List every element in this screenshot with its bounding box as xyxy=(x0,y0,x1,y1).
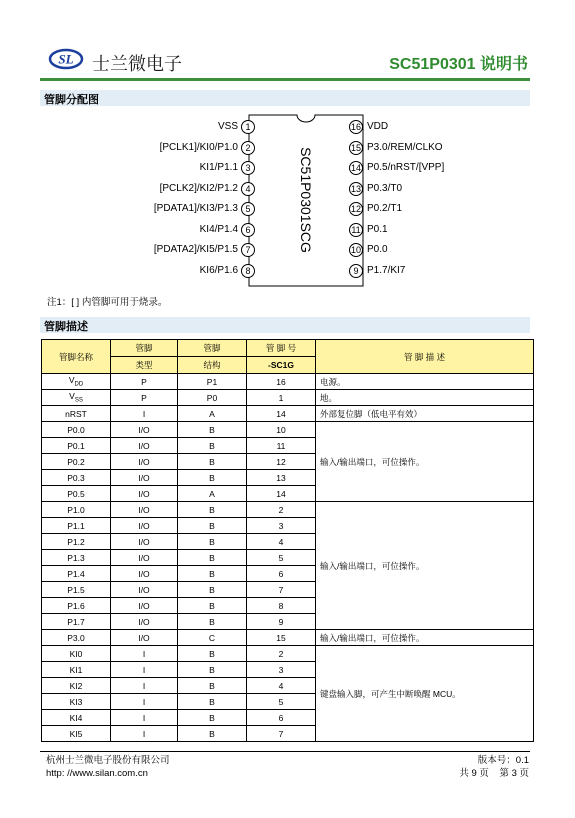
cell-pin-type: I/O xyxy=(111,422,178,438)
cell-pin-struct: B xyxy=(178,582,247,598)
cell-pin-name: P0.2 xyxy=(42,454,111,470)
cell-pin-name: KI4 xyxy=(42,710,111,726)
chip-name: SC51P0301SCG xyxy=(298,147,314,253)
cell-pin-type: I xyxy=(111,710,178,726)
header-pin-struct-top: 管脚 xyxy=(178,340,247,357)
header-pin-name: 管脚名称 xyxy=(42,340,111,374)
cell-pin-struct: B xyxy=(178,422,247,438)
footer-pages: 共 9 页 第 3 页 xyxy=(459,768,529,779)
document-title: SC51P0301 说明书 xyxy=(389,56,528,73)
cell-pin-name: KI0 xyxy=(42,646,111,662)
cell-pin-num: 14 xyxy=(247,406,316,422)
cell-pin-num: 8 xyxy=(247,598,316,614)
cell-pin-name: nRST xyxy=(42,406,111,422)
cell-pin-type: I/O xyxy=(111,470,178,486)
cell-pin-struct: P0 xyxy=(178,390,247,406)
cell-pin-num: 1 xyxy=(247,390,316,406)
cell-pin-description: 输入/输出端口，可位操作。 xyxy=(316,422,534,502)
cell-pin-type: I/O xyxy=(111,630,178,646)
pin-label: KI1/P1.1 xyxy=(199,162,238,173)
cell-pin-num: 6 xyxy=(247,566,316,582)
cell-pin-num: 7 xyxy=(247,582,316,598)
cell-pin-struct: B xyxy=(178,662,247,678)
cell-pin-name: $V_{DD}$ xyxy=(42,374,111,390)
pin-label: KI6/P1.6 xyxy=(199,264,238,276)
cell-pin-type: I/O xyxy=(111,486,178,502)
cell-pin-num: 2 xyxy=(247,502,316,518)
cell-pin-name: P1.4 xyxy=(42,566,111,582)
table-row xyxy=(42,422,534,438)
cell-pin-type: I/O xyxy=(111,502,178,518)
cell-pin-description: 电源。 xyxy=(316,374,534,390)
cell-pin-struct: B xyxy=(178,534,247,550)
cell-pin-type: I xyxy=(111,406,178,422)
cell-pin-type: I/O xyxy=(111,598,178,614)
table-row xyxy=(42,390,534,406)
pin-label: P0.3/T0 xyxy=(367,182,403,194)
table-row xyxy=(42,502,534,518)
cell-pin-num: 14 xyxy=(247,486,316,502)
pin-number: 3 xyxy=(241,161,255,175)
cell-pin-num: 4 xyxy=(247,534,316,550)
cell-pin-name: P1.7 xyxy=(42,614,111,630)
pin-number: 4 xyxy=(241,182,255,196)
header-pin-desc: 管 脚 描 述 xyxy=(316,340,534,374)
pin-label: VSS xyxy=(217,121,238,132)
cell-pin-type: I/O xyxy=(111,454,178,470)
footer-left xyxy=(46,754,170,780)
cell-pin-name: P0.5 xyxy=(42,486,111,502)
pin-label: P1.7/KI7 xyxy=(367,264,406,276)
header-pin-struct-bottom: 结构 xyxy=(178,357,247,374)
pin-label: P0.1 xyxy=(367,223,388,235)
pin-number: 8 xyxy=(241,264,255,278)
pin-number: 2 xyxy=(241,141,255,155)
cell-pin-description: 地。 xyxy=(316,390,534,406)
cell-pin-type: I/O xyxy=(111,518,178,534)
cell-pin-description: 输入/输出端口，可位操作。 xyxy=(316,630,534,646)
cell-pin-name: P0.0 xyxy=(42,422,111,438)
cell-pin-struct: B xyxy=(178,646,247,662)
header-pin-type-top: 管脚 xyxy=(111,340,178,357)
pin-number: 16 xyxy=(350,122,361,132)
table-row xyxy=(42,406,534,422)
pin-number: 12 xyxy=(350,204,361,214)
pin-description-table xyxy=(41,339,534,742)
pin-label: P0.5/nRST/[VPP] xyxy=(367,162,445,173)
cell-pin-type: P xyxy=(111,390,178,406)
pin-label: P0.2/T1 xyxy=(367,203,403,214)
cell-pin-struct: B xyxy=(178,566,247,582)
pin-number: 15 xyxy=(350,142,361,153)
pin-diagram xyxy=(0,0,575,300)
cell-pin-struct: B xyxy=(178,598,247,614)
footer-company: 杭州士兰微电子股份有限公司 xyxy=(46,755,170,766)
cell-pin-num: 9 xyxy=(247,614,316,630)
cell-pin-struct: B xyxy=(178,518,247,534)
cell-pin-struct: B xyxy=(178,454,247,470)
section-title: 管脚描述 xyxy=(44,321,88,333)
cell-pin-struct: P1 xyxy=(178,374,247,390)
cell-pin-name: P1.0 xyxy=(42,502,111,518)
cell-pin-description: 外部复位脚（低电平有效） xyxy=(316,406,534,422)
pin-number: 10 xyxy=(350,245,361,255)
pin-label: KI4/P1.4 xyxy=(199,223,238,235)
cell-pin-num: 5 xyxy=(247,694,316,710)
footer-version: 版本号：0.1 xyxy=(477,755,529,766)
section-title: 管脚分配图 xyxy=(44,94,99,106)
cell-pin-num: 11 xyxy=(247,438,316,454)
pin-number: 9 xyxy=(349,264,363,278)
cell-pin-name: P1.6 xyxy=(42,598,111,614)
burn-note: 注1：[ ] 内管脚可用于烧录。 xyxy=(47,297,168,308)
cell-pin-type: I/O xyxy=(111,550,178,566)
cell-pin-name: P1.5 xyxy=(42,582,111,598)
footer-divider xyxy=(40,751,530,752)
cell-pin-type: I xyxy=(111,646,178,662)
cell-pin-struct: B xyxy=(178,550,247,566)
pin-label: [PCLK1]/KI0/P1.0 xyxy=(159,141,238,153)
table-row xyxy=(42,374,534,390)
cell-pin-type: I xyxy=(111,694,178,710)
cell-pin-num: 16 xyxy=(247,374,316,390)
cell-pin-num: 12 xyxy=(247,454,316,470)
cell-pin-name: KI1 xyxy=(42,662,111,678)
pin-number: 11 xyxy=(349,223,363,237)
section-header-pin-description xyxy=(40,317,530,333)
cell-pin-struct: C xyxy=(178,630,247,646)
cell-pin-struct: B xyxy=(178,710,247,726)
cell-pin-type: I xyxy=(111,678,178,694)
cell-pin-name: $V_{SS}$ xyxy=(42,390,111,406)
cell-pin-name: P1.3 xyxy=(42,550,111,566)
cell-pin-type: I/O xyxy=(111,582,178,598)
footer-right xyxy=(459,754,529,780)
cell-pin-struct: A xyxy=(178,486,247,502)
pin-label: [PCLK2]/KI2/P1.2 xyxy=(159,182,238,194)
cell-pin-type: I/O xyxy=(111,534,178,550)
pin-number: 5 xyxy=(241,202,255,216)
pin-number: 6 xyxy=(241,223,255,237)
cell-pin-struct: B xyxy=(178,694,247,710)
cell-pin-type: P xyxy=(111,374,178,390)
cell-pin-num: 2 xyxy=(247,646,316,662)
cell-pin-num: 7 xyxy=(247,726,316,742)
table-body xyxy=(42,374,534,742)
pin-number: 7 xyxy=(241,243,255,257)
cell-pin-name: KI3 xyxy=(42,694,111,710)
cell-pin-type: I/O xyxy=(111,614,178,630)
table-row xyxy=(42,630,534,646)
cell-pin-type: I xyxy=(111,662,178,678)
cell-pin-struct: B xyxy=(178,678,247,694)
pin-number: 13 xyxy=(350,183,361,194)
svg-text:SL: SL xyxy=(58,51,74,67)
pin-label: P0.0 xyxy=(367,244,388,255)
header-pin-num-bottom: -SC1G xyxy=(247,357,316,374)
cell-pin-num: 4 xyxy=(247,678,316,694)
cell-pin-type: I/O xyxy=(111,566,178,582)
cell-pin-name: KI5 xyxy=(42,726,111,742)
table-row xyxy=(42,646,534,662)
cell-pin-struct: B xyxy=(178,726,247,742)
pin-label: VDD xyxy=(367,121,389,132)
cell-pin-name: P1.1 xyxy=(42,518,111,534)
header-pin-type-bottom: 类型 xyxy=(111,357,178,374)
footer-url[interactable]: http: //www.silan.com.cn xyxy=(46,768,148,779)
cell-pin-name: KI2 xyxy=(42,678,111,694)
cell-pin-struct: B xyxy=(178,502,247,518)
pin-number: 14 xyxy=(350,163,361,173)
cell-pin-num: 3 xyxy=(247,518,316,534)
header-pin-num-top: 管 脚 号 xyxy=(247,340,316,357)
cell-pin-description: 输入/输出端口，可位操作。 xyxy=(316,502,534,630)
cell-pin-description: 键盘输入脚，可产生中断唤醒 MCU。 xyxy=(316,646,534,742)
cell-pin-num: 10 xyxy=(247,422,316,438)
cell-pin-num: 15 xyxy=(247,630,316,646)
cell-pin-struct: A xyxy=(178,406,247,422)
cell-pin-struct: B xyxy=(178,470,247,486)
cell-pin-struct: B xyxy=(178,438,247,454)
pin-label: [PDATA2]/KI5/P1.5 xyxy=(153,244,238,255)
pin-label: [PDATA1]/KI3/P1.3 xyxy=(153,203,238,214)
cell-pin-name: P3.0 xyxy=(42,630,111,646)
cell-pin-name: P0.1 xyxy=(42,438,111,454)
pin-number: 1 xyxy=(241,120,255,134)
cell-pin-name: P0.3 xyxy=(42,470,111,486)
cell-pin-num: 5 xyxy=(247,550,316,566)
pin-label: P3.0/REM/CLKO xyxy=(367,141,443,153)
company-name: 士兰微电子 xyxy=(92,54,182,74)
cell-pin-type: I/O xyxy=(111,438,178,454)
cell-pin-type: I xyxy=(111,726,178,742)
cell-pin-num: 13 xyxy=(247,470,316,486)
cell-pin-num: 3 xyxy=(247,662,316,678)
cell-pin-name: P1.2 xyxy=(42,534,111,550)
cell-pin-num: 6 xyxy=(247,710,316,726)
cell-pin-struct: B xyxy=(178,614,247,630)
